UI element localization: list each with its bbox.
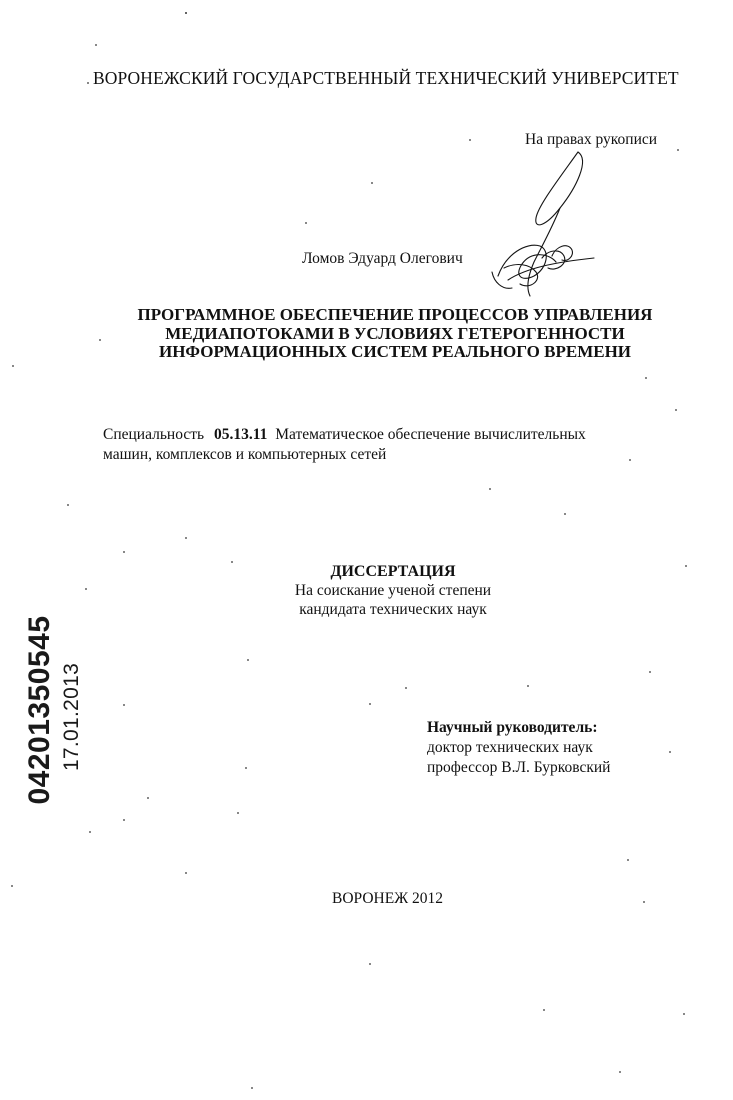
library-stamp-date: 17.01.2013: [60, 662, 83, 772]
dissertation-title: [110, 306, 680, 362]
author-name: Ломов Эдуард Олегович: [302, 250, 463, 267]
degree-line-2: кандидата технических наук: [299, 601, 487, 618]
dissertation-block: [240, 562, 546, 619]
supervisor-block: [427, 718, 610, 778]
specialty-label: Специальность: [103, 426, 205, 443]
supervisor-degree: доктор технических наук: [427, 739, 593, 756]
specialty-block: [103, 425, 663, 465]
title-line-2: МЕДИАПОТОКАМИ В УСЛОВИЯХ ГЕТЕРОГЕННОСТИ: [165, 323, 625, 343]
specialty-name-part2: машин, комплексов и компьютерных сетей: [103, 446, 387, 463]
title-line-3: ИНФОРМАЦИОННЫХ СИСТЕМ РЕАЛЬНОГО ВРЕМЕНИ: [158, 342, 632, 361]
signature-icon: [486, 150, 596, 310]
city-year: ВОРОНЕЖ 2012: [332, 890, 443, 907]
degree-line-1: На соискание ученой степени: [294, 582, 492, 599]
specialty-code: 05.13.11: [213, 426, 268, 443]
dissertation-heading: ДИССЕРТАЦИЯ: [330, 563, 456, 580]
supervisor-name: профессор В.Л. Бурковский: [427, 759, 611, 776]
university-name: ВОРОНЕЖСКИЙ ГОСУДАРСТВЕННЫЙ ТЕХНИЧЕСКИЙ УНИВЕРСИТЕТ: [93, 68, 679, 88]
specialty-name-part1: Математическое обеспечение вычислительных: [275, 426, 586, 443]
supervisor-label: Научный руководитель:: [427, 719, 598, 736]
rights-note: На правах рукописи: [525, 131, 658, 148]
library-stamp-number: 04201350545: [23, 615, 56, 805]
title-line-1: ПРОГРАММНОЕ ОБЕСПЕЧЕНИЕ ПРОЦЕССОВ УПРАВЛЕНИЯ: [137, 305, 653, 324]
